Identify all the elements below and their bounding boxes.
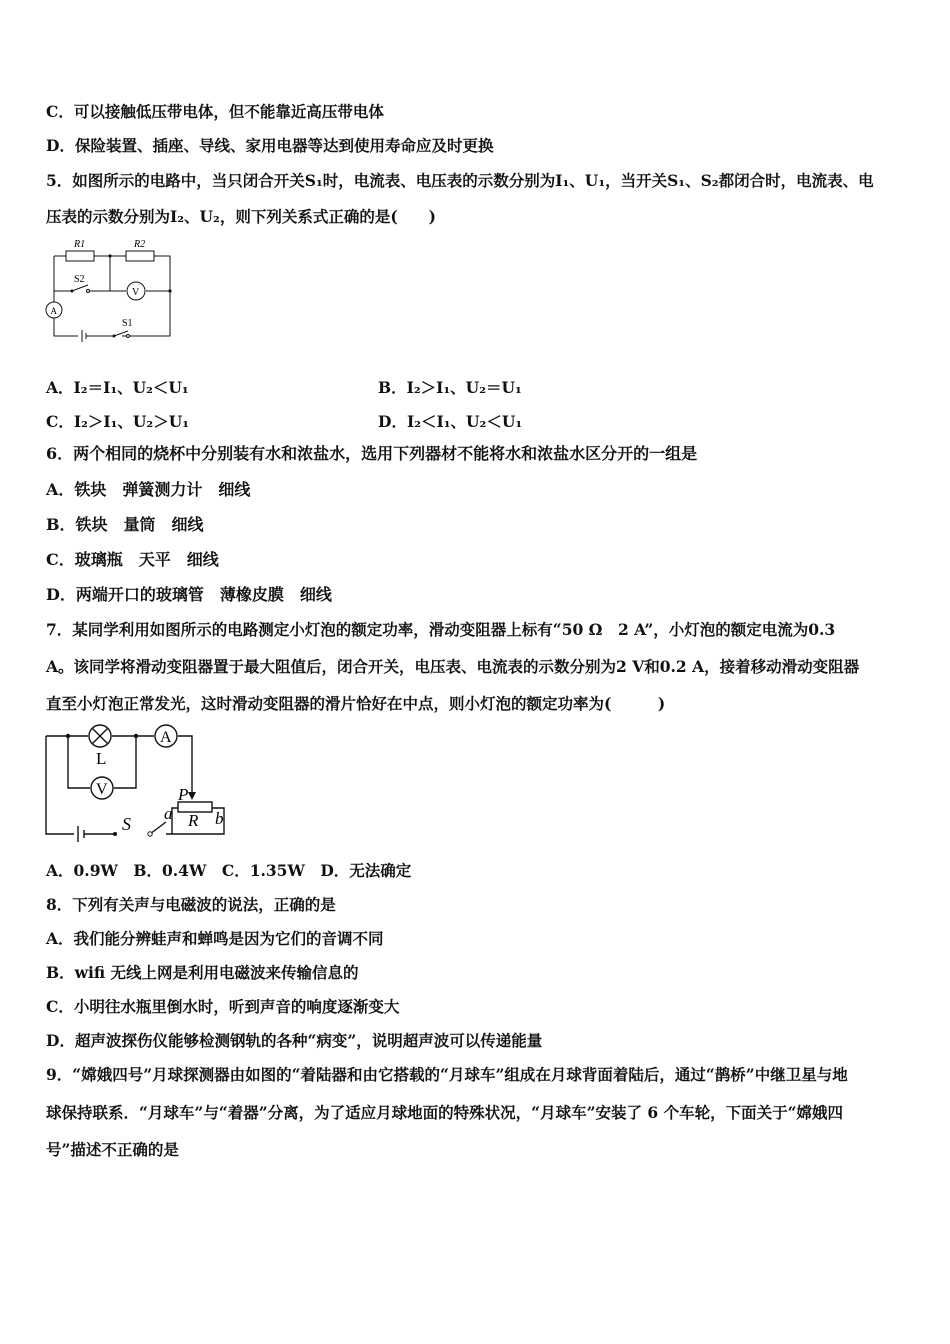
- r2-resistor: [126, 251, 154, 261]
- q9-stem-2: 球保持联系．“月球车”与“着器”分离，为了适应月球地面的特殊状况，“月球车”安装了 6 个车轮，下面关于“嫦娥四: [46, 1103, 843, 1122]
- q9-stem-3: 号”描述不正确的是: [46, 1140, 179, 1159]
- q8-option-c[interactable]: C．小明往水瓶里倒水时，听到声音的响度逐渐变大: [46, 997, 400, 1016]
- voltmeter-label: V: [96, 781, 108, 798]
- q8-option-b[interactable]: B．wifi 无线上网是利用电磁波来传输信息的: [46, 963, 359, 982]
- r1-resistor: [66, 251, 94, 261]
- resistor-label: R: [188, 811, 199, 830]
- end-b-label: b: [215, 809, 224, 828]
- q5-option-d[interactable]: D．I₂＜I₁、U₂＜U₁: [378, 412, 523, 431]
- slider-label: P: [178, 785, 189, 804]
- q7-circuit-figure: [40, 724, 240, 844]
- option-c-prev: C．可以接触低压带电体，但不能靠近高压带电体: [46, 102, 384, 121]
- q7-options[interactable]: A．0.9W B．0.4W C．1.35W D．无法确定: [46, 861, 412, 880]
- q5-option-b[interactable]: B．I₂＞I₁、U₂＝U₁: [378, 378, 522, 397]
- q5-options-row-1: [46, 376, 906, 396]
- q7-stem-1: 7．某同学利用如图所示的电路测定小灯泡的额定功率，滑动变阻器上标有“50 Ω 2 A”，小灯泡的额定电流为0.3: [46, 620, 836, 639]
- q7-stem-2: A。该同学将滑动变阻器置于最大阻值后，闭合开关，电压表、电流表的示数分别为2 V和0.2 A，接着移动滑动变阻器: [46, 657, 860, 676]
- lamp-icon: [89, 725, 111, 747]
- q6-stem: 6．两个相同的烧杯中分别装有水和浓盐水，选用下列器材不能将水和浓盐水区分开的一组是: [46, 444, 698, 463]
- option-d-prev: D．保险装置、插座、导线、家用电器等达到使用寿命应及时更换: [46, 136, 494, 155]
- q5-circuit-figure: [42, 234, 182, 346]
- q5-option-c[interactable]: C．I₂＞I₁、U₂＞U₁: [46, 412, 190, 431]
- q6-option-c[interactable]: C．玻璃瓶 天平 细线: [46, 550, 219, 569]
- q9-stem-1: 9．“嫦娥四号”月球探测器由如图的“着陆器和由它搭载的“月球车”组成在月球背面着陆后，通过“鹊桥”中继卫星与地: [46, 1065, 848, 1084]
- q6-option-a[interactable]: A．铁块 弹簧测力计 细线: [46, 480, 251, 499]
- lamp-label: L: [96, 749, 107, 768]
- end-a-label: a: [164, 804, 173, 823]
- q5-stem-1: 5．如图所示的电路中，当只闭合开关S₁时，电流表、电压表的示数分别为I₁、U₁，当开关S₁、S₂都闭合时，电流表、电: [46, 171, 874, 190]
- q5-stem-2: 压表的示数分别为I₂、U₂，则下列关系式正确的是( ): [46, 207, 437, 226]
- voltmeter-label: V: [132, 287, 140, 298]
- ammeter-label: A: [160, 729, 172, 746]
- q6-option-d[interactable]: D．两端开口的玻璃管 薄橡皮膜 细线: [46, 585, 332, 604]
- q8-stem: 8．下列有关声与电磁波的说法，正确的是: [46, 895, 336, 914]
- s1-label: S1: [122, 318, 133, 329]
- r1-label: R1: [74, 239, 86, 250]
- q7-stem-3: 直至小灯泡正常发光，这时滑动变阻器的滑片恰好在中点，则小灯泡的额定功率为( ): [46, 694, 666, 713]
- q8-option-d[interactable]: D．超声波探伤仪能够检测钢轨的各种“病变”，说明超声波可以传递能量: [46, 1031, 543, 1050]
- ammeter-label: A: [50, 306, 57, 316]
- q5-option-a[interactable]: A．I₂＝I₁、U₂＜U₁: [46, 378, 189, 397]
- s2-label: S2: [74, 274, 85, 285]
- q8-option-a[interactable]: A．我们能分辨蛙声和蝉鸣是因为它们的音调不同: [46, 929, 384, 948]
- r2-label: R2: [134, 239, 146, 250]
- q5-options-row-2: [46, 410, 906, 430]
- switch-label: S: [122, 814, 131, 834]
- q6-option-b[interactable]: B．铁块 量筒 细线: [46, 515, 204, 534]
